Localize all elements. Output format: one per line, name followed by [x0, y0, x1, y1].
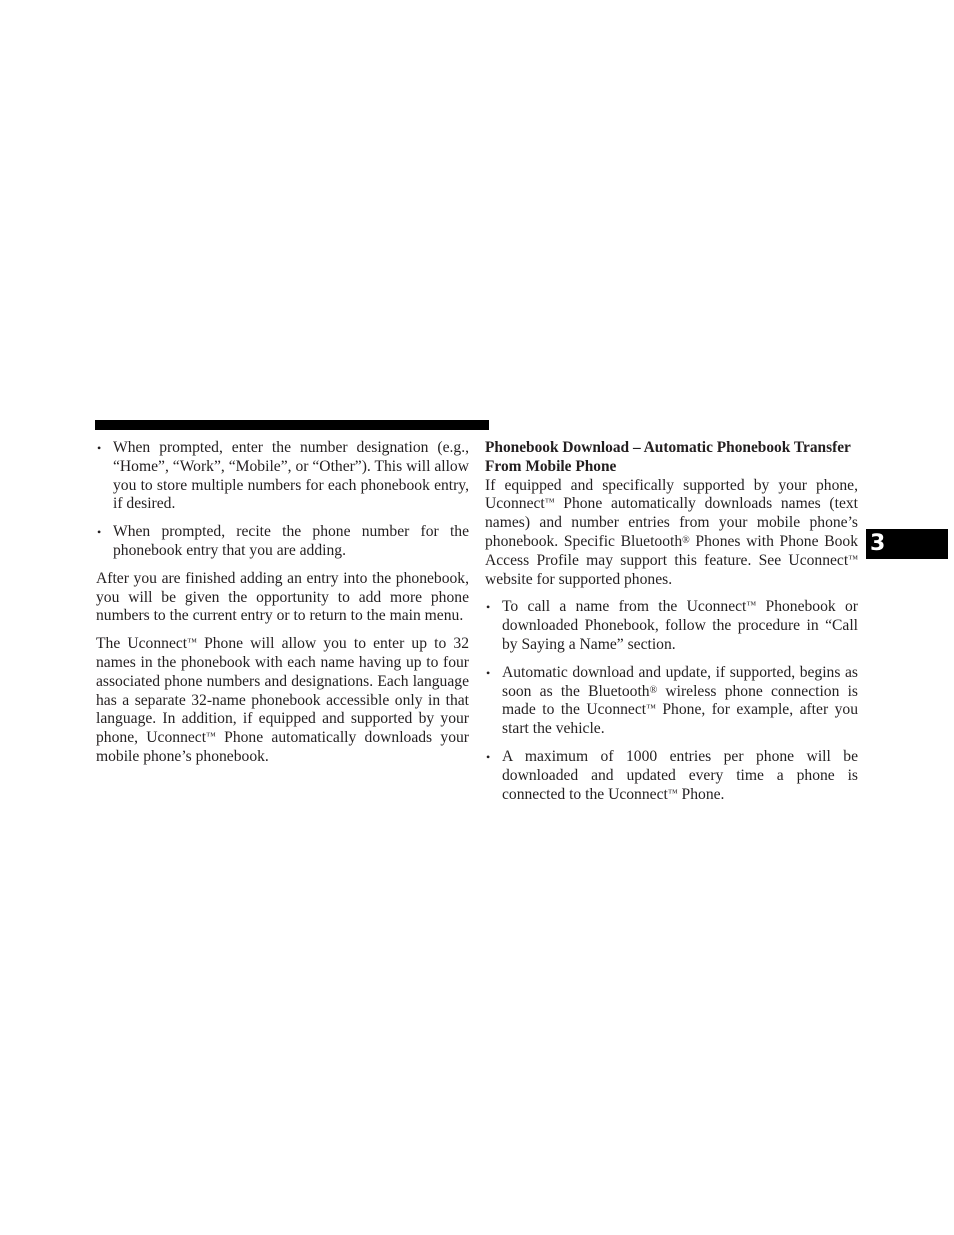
trademark-symbol: ™ [206, 731, 216, 743]
registered-symbol: ® [682, 534, 690, 546]
bullet-text: Automatic download and update, if supported, begins as soon as the Bluetooth [502, 663, 858, 700]
paragraph-automatic-download [485, 477, 858, 590]
list-item [485, 664, 858, 739]
trademark-symbol: ™ [848, 553, 858, 565]
paragraph-text: If equipped and specifically supported by your phone, Uconnect [485, 476, 858, 513]
bullet-icon: • [486, 600, 491, 615]
paragraph-text: Phone will allow you to enter up to 32 names in the phonebook with each name having up to four associated phone numbers and designations. Each language has a separate 32-name phonebook accessible only in that language. In addition, if equipped and supported by your phone, Uconnect [96, 635, 469, 747]
bullet-text: When prompted, recite the phone number for the phonebook entry that you are adding. [113, 523, 469, 559]
paragraph-text: Phone automatically downloads names (text names) and number entries from your mobile phone’s phonebook. Specific Bluetooth [485, 495, 858, 550]
right-column [485, 439, 858, 813]
bullet-text: A maximum of 1000 entries per phone will be downloaded and updated every time a phone is connected to the Uconnect [502, 747, 858, 803]
list-item [485, 748, 858, 804]
list-item [96, 439, 469, 514]
left-column [96, 439, 469, 776]
trademark-symbol: ™ [667, 787, 678, 799]
trademark-symbol: ™ [646, 703, 656, 715]
chapter-tab [866, 529, 948, 559]
bullet-icon: • [97, 441, 102, 455]
paragraph-text: The Uconnect [96, 635, 188, 653]
list-item [96, 523, 469, 561]
paragraph-phonebook-capacity [96, 635, 469, 767]
section-divider-bar [95, 420, 489, 430]
bullet-icon: • [97, 525, 102, 540]
bullet-text: Phone. [677, 785, 725, 803]
bullet-text: When prompted, enter the number designation (e.g., “Home”, “Work”, “Mobile”, or “Other”). This will allow you to store multiple numbers for each phonebook entry, if desired. [113, 439, 469, 513]
bullet-text: wireless phone connection is made to the Uconnect [502, 682, 858, 719]
trademark-symbol: ™ [187, 637, 197, 649]
paragraph-text: Phones with Phone Book Access Profile may support this feature. See Uconnect [485, 532, 858, 569]
bullet-icon: • [486, 749, 491, 764]
section-heading: Phonebook Download – Automatic Phonebook Transfer From Mobile Phone [485, 439, 851, 475]
trademark-symbol: ™ [746, 600, 757, 612]
list-item [485, 598, 858, 654]
paragraph-text: website for supported phones. [485, 570, 673, 588]
paragraph-text: Phone automatically downloads your mobile phone’s phonebook. [96, 729, 469, 765]
bullet-icon: • [486, 665, 491, 680]
chapter-number: 3 [870, 531, 886, 556]
bullet-text: To call a name from the Uconnect [502, 598, 747, 616]
paragraph-text: After you are finished adding an entry into the phonebook, you will be given the opportunity to add more phone numbers to the current entry or to return to the main menu. [96, 569, 469, 625]
registered-symbol: ® [649, 684, 658, 696]
bullet-text: Phone, for example, after you start the vehicle. [502, 701, 858, 738]
bullet-text: Phonebook or downloaded Phonebook, follow the procedure in “Call by Saying a Name” section. [502, 598, 858, 653]
trademark-symbol: ™ [544, 497, 555, 509]
paragraph-after-adding [96, 570, 469, 626]
